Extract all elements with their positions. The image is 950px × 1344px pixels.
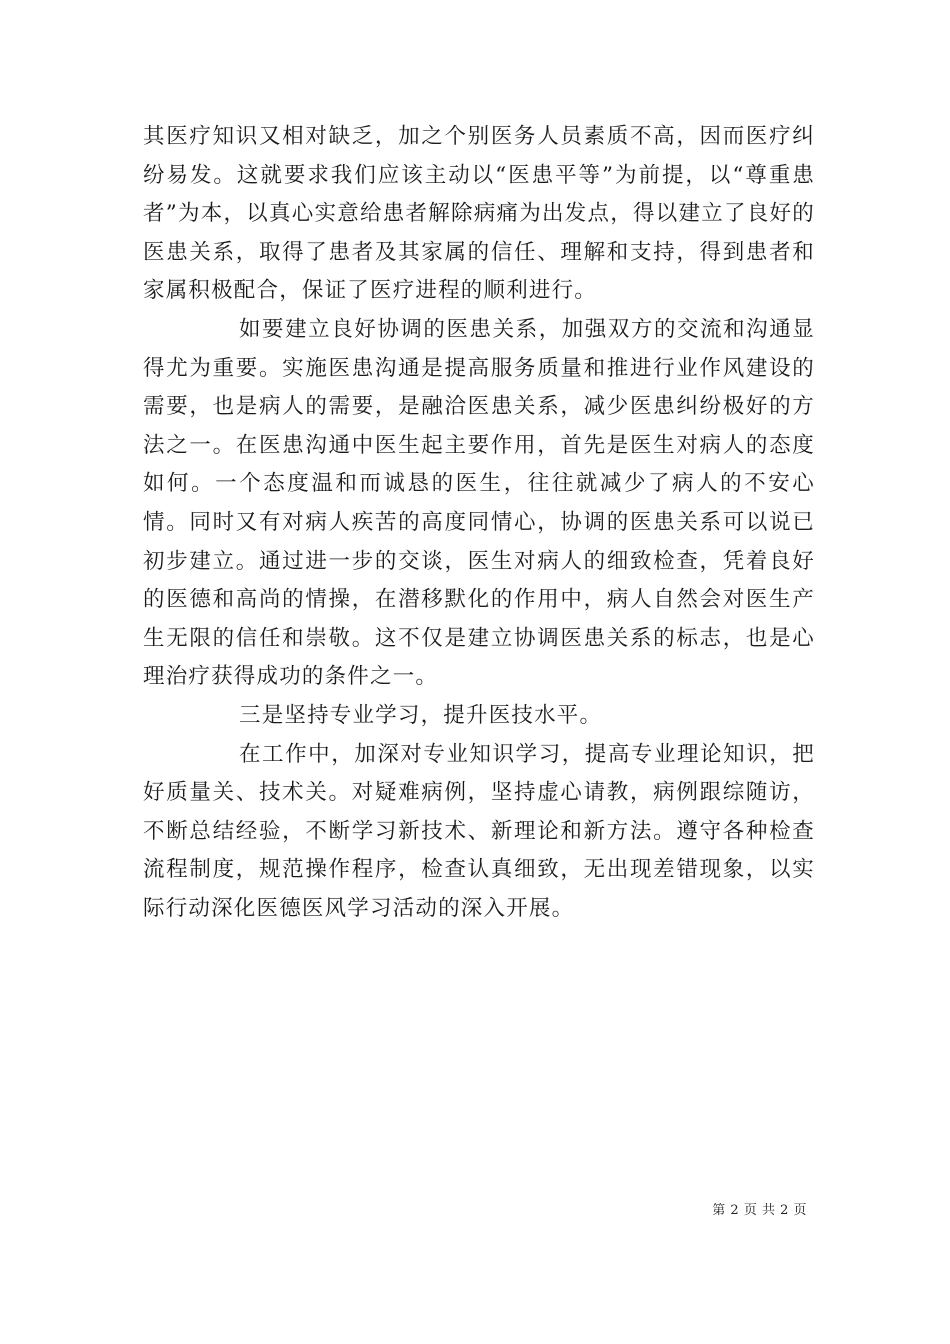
paragraph-continuation: 其医疗知识又相对缺乏，加之个别医务人员素质不高，因而医疗纠纷易发。这就要求我们应该主动以“医患平等”为前提，以“尊重患者”为本，以真心实意给患者解除病痛为出发点，得以建立了良好的医患关系，取得了患者及其家属的信任、理解和支持，得到患者和家属积极配合，保证了医疗进程的顺利进行。 [143, 124, 815, 304]
document-body [143, 118, 815, 928]
paragraph-doctor-patient-communication: 如要建立良好协调的医患关系，加强双方的交流和沟通显得尤为重要。实施医患沟通是提高服务质量和推进行业作风建设的需要，也是病人的需要，是融洽医患关系，减少医患纠纷极好的方法之一。在医患沟通中医生起主要作用，首先是医生对病人的态度如何。一个态度温和而诚恳的医生，往往就减少了病人的不安心情。同时又有对病人疾苦的高度同情心，协调的医患关系可以说已初步建立。通过进一步的交谈，医生对病人的细致检查，凭着良好的医德和高尚的情操，在潜移默化的作用中，病人自然会对医生产生无限的信任和崇敬。这不仅是建立协调医患关系的标志，也是心理治疗获得成功的条件之一。 [143, 316, 815, 690]
section-heading-professional-study: 三是坚持专业学习，提升医技水平。 [239, 702, 603, 728]
paragraph-professional-study: 在工作中，加深对专业知识学习，提高专业理论知识，把好质量关、技术关。对疑难病例，坚持虚心请教，病例跟综随访，不断总结经验，不断学习新技术、新理论和新方法。遵守各种检查流程制度，规范操作程序，检查认真细致，无出现差错现象，以实际行动深化医德医风学习活动的深入开展。 [143, 741, 815, 921]
page-number-footer: 第 2 页 共 2 页 [712, 1203, 807, 1218]
